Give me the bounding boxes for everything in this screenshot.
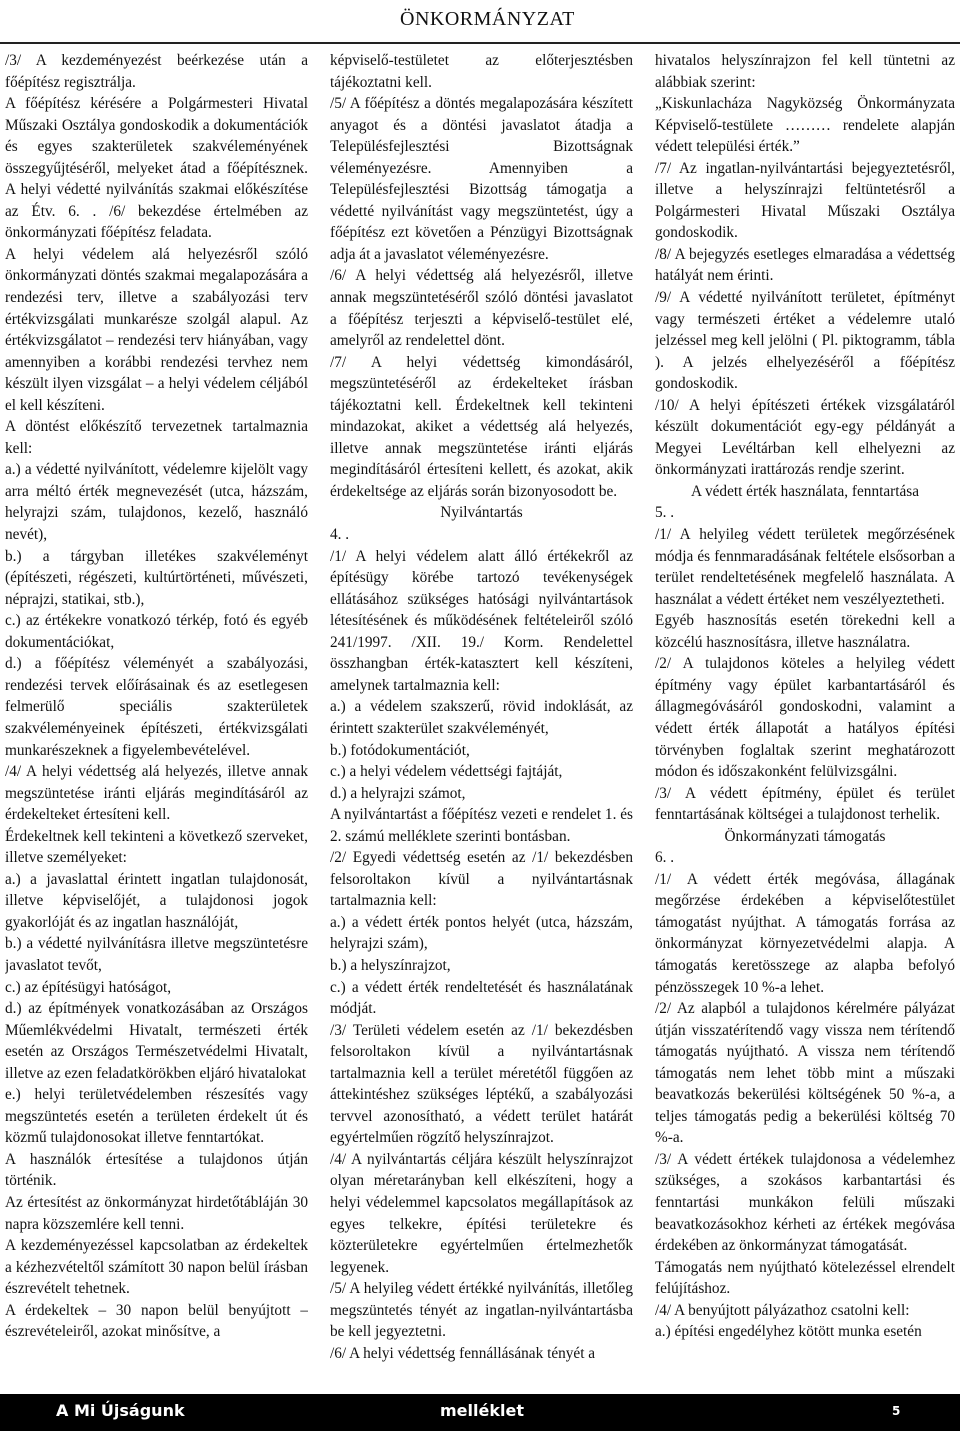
paragraph: /2/ Az alapból a tulajdonos kérelmére pályázat útján visszatérítendő vagy vissza nem térítendő támogatás nyújtható. A vissza nem térítendő támogatás nem lehet több mint a műszaki beavatkozás bekerülési költségének 50 %-a, a teljes támogatás pedig a bekerülési költség 70 %-a. bbox=[655, 1000, 955, 1147]
paragraph: /2/ Egyedi védettség esetén az /1/ bekezdésben felsoroltakon kívül a nyilvántartásnak tartalmaznia kell: bbox=[330, 849, 633, 910]
paragraph: c.) a helyi védelem védettségi fajtáját, bbox=[330, 763, 563, 781]
paragraph: /4/ A benyújtott pályázathoz csatolni kell: bbox=[655, 1301, 910, 1319]
page-footer bbox=[0, 1394, 960, 1431]
column-2 bbox=[330, 50, 633, 1388]
paragraph: /5/ A helyileg védett értékké nyilvánítás, illetőleg megszüntetés tényét az ingatlan-nyilvántartásba be kell jegyeztetni. bbox=[330, 1280, 633, 1341]
paragraph: /6/ A helyi védettség alá helyezésről, illetve annak megszüntetéséről szóló döntési javaslatot a főépítész terjeszti a képviselő-testület elé, amelyről az rendelettel dönt. bbox=[330, 267, 633, 350]
paragraph: /1/ A helyileg védett területek megőrzésének módja és fennmaradásának feltétele elsősorban a terület rendeltetésének megfelelő használata. A használat a védett értéket nem veszélyeztetheti. bbox=[655, 526, 955, 608]
paragraph: a.) a védett érték pontos helyét (utca, házszám, helyrajzi szám), bbox=[330, 913, 633, 953]
paragraph: A nyilvántartást a főépítész vezeti e rendelet 1. és 2. számú melléklete szerinti bontásban. bbox=[330, 806, 633, 845]
section-heading: Nyilvántartás bbox=[440, 504, 523, 522]
paragraph: a.) a védetté nyilvánított, védelemre kijelölt vagy arra méltó érték megnevezését (utca, házszám, helyrajzi szám, tulajdonos, kezelő, használó nevét), bbox=[5, 461, 308, 544]
paragraph: a.) a javaslattal érintett ingatlan tulajdonosát, illetve képviselőjét, a tulajdonosi jogok gyakorlóját és az ingatlan használóját, bbox=[5, 870, 308, 931]
paragraph: /3/ A védett értékek tulajdonosa a védelemhez szükséges, a szokásos karbantartási és fenntartási munkákon felüli műszaki beavatkozásokhoz kérheti az értékek megóvása érdekében az önkormányzat támogatását. bbox=[655, 1150, 955, 1255]
paragraph: 4. . bbox=[330, 526, 350, 544]
paragraph: d.) a helyrajzi számot, bbox=[330, 784, 466, 802]
paragraph: b.) a védetté nyilvánításra illetve megszüntetésre javaslatot tevőt, bbox=[5, 935, 308, 974]
paragraph: Az értesítést az önkormányzat hirdetőtábláján 30 napra közszemlére kell tenni. bbox=[5, 1193, 308, 1233]
paragraph: /2/ A tulajdonos köteles a helyileg védett építmény vagy épület karbantartásáról és állagmegóvásáról gondoskodni, valamint a védett érték állapotát a hatályos építési törvényben foglaltak szerint meghatározott módon és időszakonként felülvizsgálni. bbox=[655, 655, 955, 781]
paragraph: A helyi védelem alá helyezésről szóló önkormányzati döntés szakmai megalapozására a rendezési terv, illetve a szabályozási terv értékvizsgálati munkarésze szolgál alapul. Az értékvizsgálatot – rendezési terv hiányában, vagy amennyiben a korábbi rendezési tervhez nem készült ilyen vizsgálat – a helyi védelem céljából el kell készíteni. bbox=[5, 245, 308, 414]
paragraph: /10/ A helyi építészeti értékek vizsgálatáról készült dokumentációt egy-egy példányát a Megyei Levéltárban kell elhelyezni az önkormányzati irattározás rendje szerint. bbox=[655, 396, 955, 479]
paragraph: /5/ A főépítész a döntés megalapozására készített anyagot és a döntési javaslatot átadja a Településfejlesztési Bizottságnak véleményezésre. Amennyiben a Településfejlesztési Bizottság támogatja a védetté nyilvánítást vagy megszüntetést, úgy a főépítész ezt követően a Pénzügyi Bizottságnak adja át a javaslatot véleményezésre. bbox=[330, 95, 633, 263]
paragraph: hivatalos helyszínrajzon fel kell tüntetni az alábbiak szerint: bbox=[655, 52, 955, 91]
paragraph: b.) a helyszínrajzot, bbox=[330, 956, 451, 974]
paragraph: /4/ A helyi védettség alá helyezés, illetve annak megszüntetése iránti eljárás megindításáról az érdekelteket értesíteni kell. bbox=[5, 763, 308, 824]
paragraph: /1/ A védett érték megóvása, állagának megőrzése érdekében a képviselőtestület támogatást nyújthat. A támogatás forrása az önkormányzat környezetvédelmi alapja. A támogatás keretösszege az alapba befolyó pénzösszegek 10 %-a lehet. bbox=[655, 870, 955, 996]
article-columns bbox=[0, 50, 960, 1388]
paragraph: c.) az értékekre vonatkozó térkép, fotó és egyéb dokumentációkat, bbox=[5, 612, 308, 651]
paragraph: A érdekeltek – 30 napon belül benyújtott – észrevételeiről, azokat minősítve, a bbox=[5, 1301, 308, 1341]
section-heading: Önkormányzati támogatás bbox=[724, 827, 886, 845]
paragraph: /3/ A védett építmény, épület és terület fenntartásának költségei a tulajdonost terhelik. bbox=[655, 784, 955, 824]
paragraph: b.) a tárgyban illetékes szakvéleményt (építészeti, régészeti, kultúrtörténeti, művészeti, néprajzi, statikai, stb.), bbox=[5, 547, 308, 608]
paragraph: A használók értesítése a tulajdonos útján történik. bbox=[5, 1150, 308, 1190]
paragraph: d.) a főépítész véleményét a szabályozási, rendezési tervek előírásainak és az esetlegesen felmerülő speciális szakterületek szakvéleményeinek építészeti, értékvizsgálati munkarészeknek a figyelembevételével. bbox=[5, 655, 308, 759]
page-number: 5 bbox=[892, 1404, 901, 1418]
paragraph: /3/ Területi védelem esetén az /1/ bekezdésben felsoroltakon kívül a nyilvántartásnak tartalmaznia kell a terület méretétől függően az áttekintéshez szükséges léptékű, a szabályozási tervvel azonosítható, a védett terület határát egyértelműen rögzítő helyszínrajzot. bbox=[330, 1021, 633, 1147]
paragraph: a.) a védelem szakszerű, rövid indoklását, az érintett szakterület szakvéleményét, bbox=[330, 698, 633, 737]
paragraph: c.) az építésügyi hatóságot, bbox=[5, 978, 172, 996]
section-heading: A védett érték használata, fenntartása bbox=[690, 482, 920, 500]
paragraph: Egyéb hasznosítás esetén törekedni kell a közcélú hasznosításra, illetve használatra. bbox=[655, 612, 955, 651]
paragraph: /7/ A helyi védettség kimondásáról, megszüntetéséről az érdekelteket írásban tájékoztatni kell. Érdekeltnek kell tekinteni mindazokat, akiket a védettség alá helyezés, illetve annak megszüntetése iránti eljárás megindításáról értesíteni kellett, és azokat, akik érdekeltsége az eljárás során bizonyosodott be. bbox=[330, 353, 633, 500]
paragraph: Érdekeltnek kell tekinteni a következő szerveket, illetve személyeket: bbox=[5, 827, 308, 867]
paragraph: A kezdeményezéssel kapcsolatban az érdekeltek a kézhezvételtől számított 30 napon belül írásban észrevételt tehetnek. bbox=[5, 1237, 308, 1298]
paragraph: /3/ A kezdeményezést beérkezése után a főépítész regisztrálja. bbox=[5, 52, 308, 91]
paragraph: d.) az építmények vonatkozásában az Országos Műemlékvédelmi Hivatalt, természeti érték esetén az Országos Természetvédelmi Hivatalt, illetve az ezen feladatkörökben eljáró hivatalokat bbox=[5, 1000, 308, 1082]
paragraph: c.) a védett érték rendeltetését és használatának módját. bbox=[330, 978, 633, 1018]
paragraph: „Kiskunlacháza Nagyközség Önkormányzata Képviselő-testülete ……… rendelete alapján védett települési érték.” bbox=[655, 95, 955, 156]
paragraph: a.) építési engedélyhez kötött munka esetén bbox=[655, 1323, 922, 1341]
paragraph: /8/ A bejegyzés esetleges elmaradása a védettség hatályát nem érinti. bbox=[655, 245, 955, 285]
paragraph: /4/ A nyilvántartás céljára készült helyszínrajzot olyan méretarányban kell elkészíteni, hogy a helyi védelemmel kapcsolatos megállapítások az egyes telkekre, építési területekre és közterületekre egyértelműen értelmezhetők legyenek. bbox=[330, 1150, 633, 1276]
publication-name: A Mi Újságunk bbox=[56, 1401, 185, 1420]
paragraph: 6. . bbox=[655, 849, 675, 867]
paragraph: /9/ A védetté nyilvánított területet, építményt vagy természeti értéket a védelemre utaló jelzéssel meg kell jelölni ( Pl. piktogramm, tábla ). A jelzés elhelyezéséről a főépítész gondoskodik. bbox=[655, 289, 955, 393]
column-3 bbox=[655, 50, 955, 1388]
paragraph: /6/ A helyi védettség fennállásának tényét a bbox=[330, 1344, 596, 1362]
page-header bbox=[0, 0, 960, 44]
column-1 bbox=[5, 50, 308, 1388]
paragraph: b.) fotódokumentációt, bbox=[330, 741, 470, 759]
paragraph: A döntést előkészítő tervezetnek tartalmaznia kell: bbox=[5, 418, 308, 457]
paragraph: Támogatás nem nyújtható kötelezéssel elrendelt felújításhoz. bbox=[655, 1258, 955, 1298]
supplement-label: melléklet bbox=[440, 1401, 524, 1420]
section-title: ÖNKORMÁNYZAT bbox=[400, 8, 575, 30]
paragraph: 5. . bbox=[655, 504, 675, 522]
paragraph: képviselő-testületet az előterjesztésben tájékoztatni kell. bbox=[330, 52, 633, 91]
paragraph: /7/ Az ingatlan-nyilvántartási bejegyeztetésről, illetve a helyszínrajzi feltüntetésről a Polgármesteri Hivatal Műszaki Osztálya gondoskodik. bbox=[655, 159, 955, 242]
paragraph: /1/ A helyi védelem alatt álló értékekről az építésügy körébe tartozó tevékenységek ellátásához szükséges hatósági nyilvántartások létesítésének és működésének feltételeiről szóló 241/1997. /XII. 19./ Korm. Rendelettel összhangban érték-katasztert kell készíteni, amelynek tartalmaznia kell: bbox=[330, 547, 633, 694]
paragraph: e.) helyi területvédelemben részesítés vagy megszüntetés esetén a területen érdekelt út és közmű tulajdonosokat illetve fenntartókat. bbox=[5, 1086, 308, 1147]
paragraph: A főépítész kérésére a Polgármesteri Hivatal Műszaki Osztálya gondoskodik a dokumentációk és egyes szakterületek szakvéleményének összegyűjtéséről, melyeket átad a főépítésznek. A helyi védetté nyilvánítás szakmai előkészítése az Étv. 6. . /6/ bekezdése értelmében az önkormányzati főépítész feladata. bbox=[5, 95, 308, 242]
